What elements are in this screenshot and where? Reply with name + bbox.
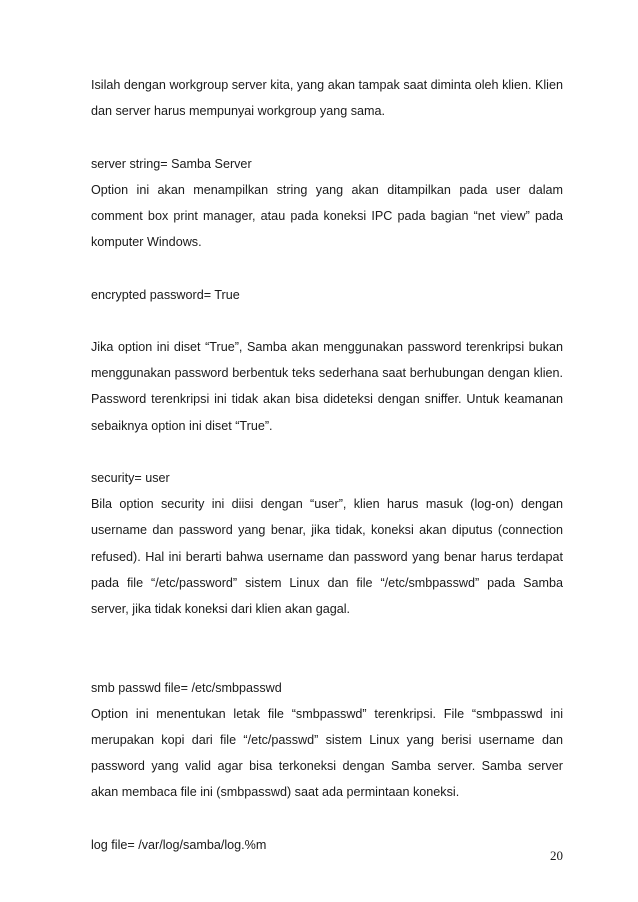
paragraph-workgroup-description: Isilah dengan workgroup server kita, yang akan tampak saat diminta oleh klien. Klien dan server harus mempunyai workgroup yang sama. <box>91 78 563 119</box>
page-number: 20 <box>550 848 563 863</box>
spacer <box>91 806 563 832</box>
page-body <box>91 72 563 858</box>
paragraph-smb-passwd-description: Option ini menentukan letak file “smbpasswd” terenkripsi. File “smbpasswd ini merupakan kopi dari file “/etc/passwd” sistem Linux yang berisi username dan password yang valid agar bisa terkoneksi dengan Samba server. Samba server akan membaca file ini (smbpasswd) saat ada permintaan koneksi. <box>91 706 563 800</box>
paragraph-server-string-description: Option ini akan menampilkan string yang akan ditampilkan pada user dalam comment box print manager, atau pada koneksi IPC pada bagian “net view” pada komputer Windows. <box>91 182 563 250</box>
paragraph-security-description: Bila option security ini diisi dengan “user”, klien harus masuk (log-on) dengan username dan password yang benar, jika tidak, koneksi akan diputus (connection refused). Hal ini berarti bahwa username dan password yang benar harus terdapat pada file “/etc/password” sistem Linux dan file “/etc/smbpasswd” pada Samba server, jika tidak koneksi dari klien akan gagal. <box>91 497 563 616</box>
spacer <box>91 255 563 281</box>
heading-security: security= user <box>91 470 170 485</box>
heading-smb-passwd-file: smb passwd file= /etc/smbpasswd <box>91 680 282 695</box>
spacer <box>91 308 563 334</box>
heading-server-string: server string= Samba Server <box>91 156 252 171</box>
heading-log-file: log file= /var/log/samba/log.%m <box>91 837 267 852</box>
paragraph-encrypted-password-description: Jika option ini diset “True”, Samba akan menggunakan password terenkripsi bukan menggunakan password berbentuk teks sederhana saat berhubungan dengan klien. Password terenkripsi ini tidak akan bisa dideteksi dengan sniffer. Untuk keamanan sebaiknya option ini diset “True”. <box>91 339 563 433</box>
heading-encrypted-password: encrypted password= True <box>91 287 240 302</box>
spacer <box>91 124 563 150</box>
spacer <box>91 439 563 465</box>
spacer <box>91 622 563 674</box>
